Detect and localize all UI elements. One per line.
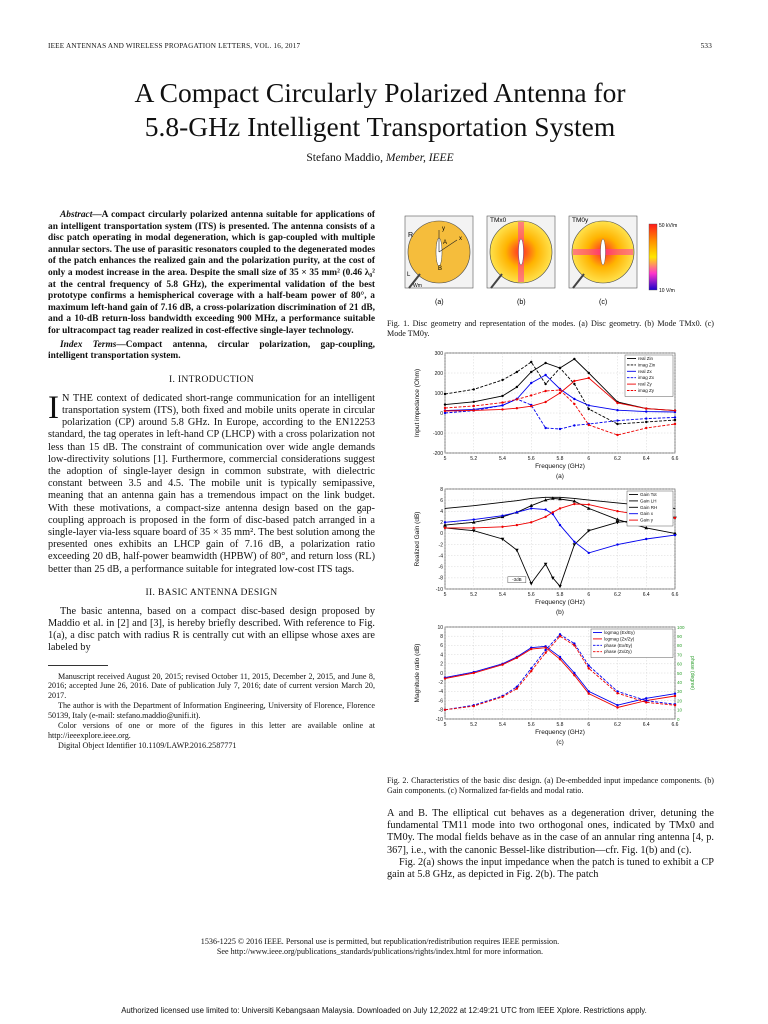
chart-2-x-tick-label: 6 <box>587 722 591 728</box>
chart-1-data-point <box>675 508 676 509</box>
chart-1-x-tick-label: 5 <box>443 592 447 598</box>
chart-1-x-tick-label: 5.2 <box>470 592 478 598</box>
figure-1-label-c: (c) <box>599 299 608 306</box>
chart-0-data-point <box>501 401 503 403</box>
chart-0-x-tick-label: 6.2 <box>614 456 621 462</box>
chart-0-data-point <box>559 367 561 369</box>
chart-2-y2-tick-label: 30 <box>677 689 683 695</box>
chart-0-x-tick-label: 6.4 <box>642 456 650 462</box>
geom-label-y: y <box>442 226 445 232</box>
chart-0-legend-entry: imag Zx <box>638 375 655 381</box>
abstract <box>48 210 375 338</box>
chart-1-data-point <box>645 538 647 540</box>
chart-2-data-point <box>501 696 503 698</box>
chart-1-data-point <box>444 527 446 529</box>
chart-0-data-point <box>616 402 618 404</box>
abstract-lead: Abstract <box>60 210 93 220</box>
chart-2-y2-axis-label: phase (degree) <box>689 656 695 690</box>
footnote-received: Manuscript received August 20, 2015; revised October 11, 2015, December 2, 2015, and June 8, 2016; accepted June 26, 2016. Date of publication July 7, 2016; date of current version March 20, 2017. <box>48 671 375 701</box>
chart-2-data-point <box>588 693 590 695</box>
chart-0-data-point <box>674 409 676 411</box>
chart-0-data-point <box>559 428 561 430</box>
chart-1-data-point <box>588 503 590 505</box>
page-number: 533 <box>700 42 712 50</box>
figure-2-caption: Fig. 2. Characteristics of the basic disc design. (a) De-embedded input impedance components. (b) Gain components. (c) Normalized far-fields and modal ratio. <box>387 776 714 795</box>
chart-0-data-point <box>544 401 546 403</box>
chart-0-data-point <box>616 419 618 421</box>
section-heading-basic-design: II. BASIC ANTENNA DESIGN <box>145 586 278 598</box>
abstract-text: —A compact circularly polarized antenna suitable for applications of an intelligent transportation system (ITS) is presented. The antenna consists of a disc patch operating in modal degeneration, which is gap-coupled with multiple annular sectors. The use of parasitic resonators coupled to the degenerated modes of the patch enhances the realized gain and the polarization purity, at the cost of only a modest increase in the area. Despite the small size of 35 × 35 mm² (0.46 λ₀² at the central frequency of 5.8 GHz), the experimental validation of the best prototype confirms a hemispherical coverage with a half-beam power of 80°, a maximum left-hand gain of 7.16 dB, a cross-polarization discrimination of 21 dB, and a 10-dB return-loss bandwidth exceeding 900 MHz, a performance suitable for ultracompact tag reader realized in cost-effective single-layer technology. <box>48 210 375 336</box>
chart-0-data-point <box>444 407 446 409</box>
chart-0-data-point <box>501 404 503 406</box>
chart-1-data-point <box>674 534 676 536</box>
chart-2-x-tick-label: 5.4 <box>499 722 506 728</box>
right-column <box>387 210 714 881</box>
chart-2-y-tick-label: 6 <box>440 643 443 650</box>
chart-0-data-point <box>444 393 446 395</box>
chart-0-data-point <box>544 383 546 385</box>
chart-0-panel-label: (a) <box>556 473 564 480</box>
chart-1-x-tick-label: 5.6 <box>527 592 535 598</box>
chart-0-data-point <box>588 377 590 379</box>
chart-0-data-point <box>473 405 475 407</box>
chart-2-y2-tick-label: 50 <box>677 670 683 676</box>
chart-2-data-point <box>544 652 546 654</box>
index-terms-text: —Compact antenna, circular polarization, gap-coupling, intelligent transportation system. <box>48 339 375 362</box>
chart-0-data-point <box>573 358 575 360</box>
chart-0-legend-entry: real Zy <box>638 381 652 387</box>
chart-1-legend-entry: Gain x <box>640 511 654 517</box>
chart-2-data-point <box>674 693 676 695</box>
chart-2-x-tick-label: 6.2 <box>614 722 621 728</box>
chart-0-data-point <box>674 423 676 425</box>
chart-1-data-point <box>617 502 618 503</box>
chart-1-y-tick-label: 6 <box>440 497 443 504</box>
chart-2-data-point <box>573 674 575 676</box>
chart-2-y-tick-label: -4 <box>438 689 443 696</box>
geom-label-a: A <box>443 240 448 246</box>
figure-1-label-a: (a) <box>435 299 444 306</box>
chart-1-data-point <box>501 514 503 516</box>
introduction-text: N THE context of dedicated short-range communication for an intelligent transportation system (ITS), both fixed and mobile units operate in circular polarization (CP) around 5.8 GHz. In Europe, according to the EN12253 standard, the tag operates in left-hand CP (LHCP) with a cross polarization not less than 15 dB. The constraint of communication over wide angle demands low-directivity solutions [1]. Furthermore, commercial considerations suggest the adoption of single-layer design in common substrate, with dielectric constant between 3.5 and 4.5. The mobile unit is typically semipassive, meaning that an antenna gain has a tremendous impact on the link budget. With these motivations, a compact-size antenna design based on the gap-coupling approach is proposed in the form of disc-based patch arranged in a single-layer via-less square board of 35 × 35 mm². The best solution among the presented ones exhibits an LHCP gain of 7.16 dB, a polarization ratio exceeding 20 dB, half-power beamwidth (HPBW) of 80°, and return loss (RL) better than 25 dB, a performance suitable for integrated low-cost ITS tags. <box>48 392 375 575</box>
chart-0-data-point <box>559 389 561 391</box>
chart-2-y-tick-label: -6 <box>438 698 443 705</box>
chart-0-data-point <box>530 371 532 373</box>
footnote-divider <box>48 665 108 666</box>
chart-2-y-tick-label: -2 <box>438 680 443 686</box>
chart-0-x-tick-label: 5.4 <box>499 456 506 462</box>
chart-2-data-point <box>645 701 647 703</box>
chart-0-x-tick-label: 5.2 <box>470 456 478 462</box>
chart-1-data-point <box>444 521 446 523</box>
index-terms-lead: Index Terms <box>60 339 117 350</box>
chart-0-x-axis-label: Frequency (GHz) <box>535 463 585 470</box>
chart-1-data-point <box>445 508 446 509</box>
scale-min-label: 10 V/m <box>659 288 675 294</box>
chart-0-legend-entry: imag Zy <box>638 388 655 393</box>
chart-0-data-point <box>530 394 532 396</box>
chart-2-x-tick-label: 5.2 <box>470 722 478 728</box>
chart-1-data-point <box>516 524 518 526</box>
chart-2-data-point <box>444 677 446 679</box>
chart-2-x-axis-label: Frequency (GHz) <box>535 729 585 736</box>
chart-2-y2-tick-label: 40 <box>677 680 683 685</box>
chart-2-data-point <box>616 704 618 706</box>
chart-0-data-point <box>616 423 618 425</box>
chart-1-annotation: -3dB <box>512 577 522 583</box>
chart-2-y2-tick-label: 100 <box>677 624 685 630</box>
left-column <box>48 210 375 751</box>
chart-0-data-point <box>516 386 518 388</box>
chart-0-data-point <box>516 371 518 373</box>
chart-1-y-tick-label: 8 <box>440 486 443 493</box>
chart-1-data-point <box>531 498 532 499</box>
chart-0-data-point <box>516 398 518 400</box>
figure-1a-geometry <box>405 216 473 306</box>
geom-label-b: B <box>438 266 443 272</box>
chart-0-y-axis-label: Input impedance (Ohm) <box>414 368 421 438</box>
chart-1-y-tick-label: -2 <box>438 542 443 549</box>
chart-2-legend-entry: logmag (Zx/Zy) <box>604 636 635 642</box>
chart-1-x-tick-label: 6 <box>587 592 591 598</box>
chart-2-data-point <box>544 647 546 649</box>
chart-0-data-point <box>530 405 532 407</box>
mode-label-tm0y: TM0y <box>572 217 589 224</box>
chart-1-x-tick-label: 5.4 <box>499 592 506 598</box>
chart-0-data-point <box>645 427 647 429</box>
chart-1-panel-label: (b) <box>556 609 564 616</box>
chart-2-x-tick-label: 6.4 <box>642 722 650 728</box>
chart-0-data-point <box>530 382 532 384</box>
chart-0-data-point <box>645 410 647 412</box>
chart-0-data-point <box>674 416 676 418</box>
chart-0-data-point <box>616 434 618 436</box>
chart-2-y-tick-label: 4 <box>440 652 443 659</box>
chart-2-y-tick-label: 8 <box>440 634 443 640</box>
chart-2-y-tick-label: 0 <box>440 670 443 677</box>
chart-1-data-point <box>674 517 676 519</box>
chart-2-data-point <box>573 644 575 646</box>
chart-0-x-tick-label: 5.8 <box>556 456 564 462</box>
chart-1-data-point <box>530 521 532 523</box>
chart-1-legend-entry: Gain RH <box>640 504 658 510</box>
introduction-paragraph <box>48 389 375 576</box>
chart-2-data-point <box>616 706 618 708</box>
chart-0-legend-entry: imag Zin <box>638 362 656 368</box>
chart-1-data-point <box>573 503 575 505</box>
chart-0-x-tick-label: 6.6 <box>671 456 679 462</box>
chart-0-data-point <box>645 421 647 423</box>
chart-0-data-point <box>544 427 546 429</box>
chart-1-data-point <box>559 524 561 526</box>
chart-2-y2-tick-label: 70 <box>677 652 683 658</box>
index-terms <box>48 340 375 363</box>
chart-1-data-point <box>530 507 532 509</box>
right-column-text <box>387 808 714 881</box>
geom-label-wm: Wm <box>413 283 422 289</box>
chart-2-y-axis-label: Magnitude ratio (dB) <box>414 643 421 703</box>
permissions-notice <box>48 937 712 957</box>
chart-0-data-point <box>501 379 503 381</box>
chart-0-data-point <box>645 417 647 419</box>
figure-1c-mode-tm0y <box>569 216 637 306</box>
permissions-line-2: See http://www.ieee.org/publications_standards/publications/rights/index.html for more information. <box>216 947 544 956</box>
footnote-color: Color versions of one or more of the figures in this letter are available online at http://ieeexplore.ieee.org. <box>48 721 375 741</box>
chart-2-legend-entry: phase (Zx/Zy) <box>604 649 632 655</box>
chart-0-legend-entry: real Zin <box>638 356 654 361</box>
chart-1-x-axis-label: Frequency (GHz) <box>535 599 585 606</box>
chart-0-data-point <box>444 403 446 405</box>
chart-1-data-point <box>559 507 561 509</box>
chart-1-data-point <box>516 511 518 513</box>
title-line-1: A Compact Circularly Polarized Antenna for <box>134 77 626 108</box>
chart-2-y2-tick-label: 60 <box>677 661 683 667</box>
chart-1-data-point <box>552 511 554 513</box>
chart-2-data-point <box>501 664 503 666</box>
chart-0-data-point <box>573 403 575 405</box>
field-color-scale <box>649 223 677 294</box>
drop-cap: I <box>48 389 59 426</box>
chart-0-data-point <box>501 395 503 397</box>
chart-0-y-tick-label: 100 <box>434 390 443 397</box>
chart-0-data-point <box>473 409 475 411</box>
download-notice: Authorized licensed use limited to: Universiti Kebangsaan Malaysia. Downloaded on July 12,2022 at 12:49:21 UTC from IEEE Xplore. Restrictions apply. <box>121 1006 647 1015</box>
figure-2-charts <box>387 347 714 767</box>
chart-2-x-tick-label: 5.8 <box>556 722 564 728</box>
chart-0-legend-entry: real Zx <box>638 368 652 374</box>
chart-2-data-point <box>559 658 561 660</box>
chart-1-y-tick-label: -10 <box>435 586 443 593</box>
chart-2-data-point <box>530 667 532 669</box>
chart-2-x-tick-label: 5 <box>443 722 447 728</box>
chart-2-data-point <box>530 648 532 650</box>
footnote-affiliation: The author is with the Department of Information Engineering, University of Florence, Florence 50139, Italy (e-mail: stefano.maddio@unifi.it). <box>48 701 375 721</box>
chart-0-data-point <box>544 390 546 392</box>
chart-2-data-point <box>473 705 475 707</box>
chart-0-data-point <box>501 408 503 410</box>
figure-1 <box>387 210 714 310</box>
geom-label-l: L <box>407 272 411 278</box>
chart-1-data-point <box>473 518 475 520</box>
footnote-doi: Digital Object Identifier 10.1109/LAWP.2016.2587771 <box>58 740 237 750</box>
chart-1-legend-entry: Gain Tot <box>640 492 657 497</box>
chart-2-data-point <box>544 649 546 651</box>
chart-1-y-tick-label: -4 <box>438 553 443 560</box>
chart-1-y-tick-label: 2 <box>440 520 443 527</box>
chart-1-legend-entry: Gain LH <box>640 498 657 504</box>
author-line <box>48 152 712 164</box>
chart-1-data-point <box>616 510 618 512</box>
chart-1-data-point <box>501 526 503 528</box>
chart-0-y-tick-label: 200 <box>434 370 443 377</box>
chart-2-y-tick-label: 10 <box>437 624 443 631</box>
chart-2-data-point <box>516 657 518 659</box>
chart-2-y-tick-label: -8 <box>438 707 443 714</box>
chart-1-data-point <box>588 552 590 554</box>
chart-0-data-point <box>516 407 518 409</box>
chart-2-data-point <box>559 635 561 637</box>
chart-0-y-tick-label: 300 <box>434 350 443 357</box>
chart-1-data-point <box>616 543 618 545</box>
figure-1-caption: Fig. 1. Disc geometry and representation of the modes. (a) Disc geometry. (b) Mode TMx0. (c) Mode TM0y. <box>387 319 714 338</box>
section-heading-introduction: I. INTRODUCTION <box>169 373 254 385</box>
chart-2-data-point <box>674 695 676 697</box>
chart-0-x-tick-label: 5 <box>443 456 447 462</box>
author-membership: Member, IEEE <box>385 152 454 164</box>
chart-2-data-point <box>616 692 618 694</box>
chart-0-data-point <box>544 374 546 376</box>
chart-2-y2-tick-label: 90 <box>677 634 683 639</box>
journal-name: IEEE ANTENNAS AND WIRELESS PROPAGATION LETTERS, VOL. 16, 2017 <box>48 42 301 50</box>
chart-0-x-tick-label: 6 <box>587 456 591 462</box>
chart-0-data-point <box>588 404 590 406</box>
chart-0-data-point <box>588 424 590 426</box>
chart-2-data-point <box>473 672 475 674</box>
chart-1-data-point <box>544 508 546 510</box>
chart-2-data-point <box>444 709 446 711</box>
right-paragraph-2: Fig. 2(a) shows the input impedance when the patch is tuned to exhibit a CP gain at 5.8 GHz, as depicted in Fig. 2(b). The patch <box>387 856 714 881</box>
chart-0-y-tick-label: 0 <box>440 410 443 417</box>
chart-1-data-point <box>473 527 475 529</box>
chart-1-y-tick-label: -8 <box>438 575 443 582</box>
chart-2-y2-tick-label: 0 <box>677 716 680 722</box>
figure-1-label-b: (b) <box>517 299 526 306</box>
footnotes <box>48 672 375 751</box>
chart-2-legend-entry: phase (Ex/Ey) <box>604 642 633 648</box>
chart-2-x-tick-label: 5.6 <box>527 722 535 728</box>
chart-1-x-tick-label: 6.6 <box>671 592 679 598</box>
chart-2-data-point <box>645 697 647 699</box>
chart-0-data-point <box>544 362 546 364</box>
chart-2-panel-label: (c) <box>556 739 564 746</box>
chart-1-data-point <box>473 505 474 506</box>
geom-label-x: x <box>459 236 462 242</box>
chart-0-data-point <box>573 380 575 382</box>
chart-2-y-tick-label: -10 <box>435 716 443 723</box>
chart-0-data-point <box>588 372 590 374</box>
chart-0-data-point <box>645 407 647 409</box>
chart-0-data-point <box>588 408 590 410</box>
chart-0-data-point <box>573 424 575 426</box>
chart-0-data-point <box>573 383 575 385</box>
chart-0-x-tick-label: 5.6 <box>527 456 535 462</box>
chart-1-data-point <box>502 502 503 503</box>
chart-1-y-tick-label: 0 <box>440 531 443 538</box>
chart-1-legend-entry: Gain y <box>640 517 654 523</box>
chart-0-y-tick-label: -200 <box>432 450 443 457</box>
chart-0-data-point <box>473 401 475 403</box>
title-line-2: 5.8-GHz Intelligent Transportation System <box>144 111 616 142</box>
chart-2-legend-entry: logmag (Ex/Ey) <box>604 630 635 635</box>
chart-1-x-tick-label: 5.8 <box>556 592 564 598</box>
chart-2-data-point <box>674 704 676 706</box>
chart-1-data-point <box>516 500 517 501</box>
permissions-line-1: 1536-1225 © 2016 IEEE. Personal use is permitted, but republication/redistribution requires IEEE permission. <box>200 937 560 946</box>
chart-0-data-point <box>559 392 561 394</box>
chart-1-y-tick-label: 4 <box>440 509 443 516</box>
chart-1-data-point <box>574 498 575 499</box>
chart-2-y-tick-label: 2 <box>440 661 443 668</box>
right-paragraph-1: A and B. The elliptical cut behaves as a degeneration driver, detuning the fundamental TM11 mode into two orthogonal ones, indicated by TMx0 and TM0y. The modal fields behave as in the case of an annular ring antenna [4, p. 367], i.e., with the canonic Bessel-like distribution—cfr. Fig. 1(b) and (c). <box>387 808 714 856</box>
geom-label-r: R <box>408 232 414 239</box>
chart-2-data-point <box>588 667 590 669</box>
scale-max-label: 50 kV/m <box>659 223 678 229</box>
chart-2-y2-tick-label: 20 <box>677 698 683 704</box>
chart-1-x-tick-label: 6.4 <box>642 592 650 598</box>
figure-1b-mode-tmx0 <box>487 216 555 306</box>
basic-design-paragraph: The basic antenna, based on a compact disc-based design proposed by Maddio et al. in [2] and [3], is hereby briefly described. With reference to Fig. 1(a), a disc patch with radius R is centrally cut with an ellipse whose axes are labeled by <box>48 605 375 654</box>
author-name: Stefano Maddio, <box>306 152 384 164</box>
chart-2-data-point <box>516 687 518 689</box>
chart-2-data-point <box>559 656 561 658</box>
chart-0-data-point <box>674 419 676 421</box>
chart-1-y-axis-label: Realized Gain (dB) <box>414 511 421 567</box>
chart-0-data-point <box>530 361 532 363</box>
paper-title <box>48 76 712 144</box>
chart-0-data-point <box>573 398 575 400</box>
chart-0-y-tick-label: -100 <box>432 430 443 437</box>
chart-2-y2-tick-label: 10 <box>677 707 683 713</box>
chart-0-data-point <box>616 409 618 411</box>
chart-1-y-tick-label: -6 <box>438 564 443 571</box>
chart-1-x-tick-label: 6.2 <box>614 592 621 598</box>
mode-label-tmx0: TMx0 <box>490 217 507 224</box>
chart-2-y2-tick-label: 80 <box>677 643 683 649</box>
chart-0-data-point <box>444 410 446 412</box>
chart-1-data-point <box>544 516 546 518</box>
chart-1-data-point <box>573 541 575 543</box>
chart-2-data-point <box>530 670 532 672</box>
chart-2-x-tick-label: 6.6 <box>671 722 679 728</box>
chart-0-data-point <box>473 388 475 390</box>
chart-1-data-point <box>545 497 546 498</box>
chart-1-data-point <box>588 500 589 501</box>
